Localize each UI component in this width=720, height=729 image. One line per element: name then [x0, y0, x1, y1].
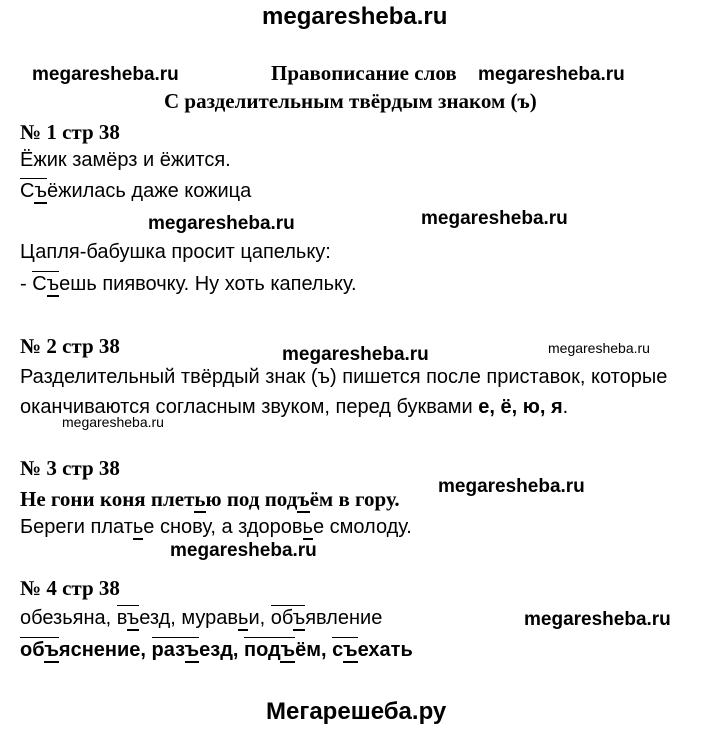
soft-sign: ь [238, 607, 249, 629]
hard-sign: ъ [46, 273, 60, 295]
prefix-mark: разъ [151, 639, 200, 661]
task3-line-2: Береги платье снову, а здоровье смолоду. [20, 516, 412, 538]
task2-line-1: Разделительный твёрдый знак (ъ) пишется после приставок, которые [20, 366, 668, 388]
soft-sign: ь [132, 516, 144, 538]
task4-heading: № 4 стр 38 [20, 576, 120, 600]
soft-sign: ь [302, 516, 313, 538]
hard-sign: ъ [184, 639, 200, 661]
watermark-inline: megaresheba.ru [148, 213, 295, 234]
task4-row-1: обезьяна, въезд, муравьи, объявление [20, 607, 383, 629]
task4-row-2: объяснение, разъезд, подъём, съехать [20, 639, 413, 661]
watermark-inline: megaresheba.ru [170, 540, 317, 561]
title-line-2: С разделительным твёрдым знаком (ъ) [164, 89, 537, 113]
task1-line-4: - Съешь пиявочку. Ну хоть капельку. [20, 273, 357, 295]
soft-sign: ь [194, 487, 206, 511]
task1-line-1: Ёжик замёрз и ёжится. [20, 149, 231, 171]
watermark-inline: megaresheba.ru [478, 64, 625, 85]
watermark-top: megaresheba.ru [262, 3, 448, 30]
prefix-mark: подъ [244, 639, 296, 661]
task2-heading: № 2 стр 38 [20, 334, 120, 358]
hard-sign: ъ [126, 607, 140, 629]
task1-heading: № 1 стр 38 [20, 120, 120, 144]
watermark-inline: megaresheba.ru [524, 609, 671, 630]
prefix-mark: въ [116, 607, 140, 629]
watermark-inline: megaresheba.ru [438, 476, 585, 497]
hard-sign: ъ [34, 180, 47, 202]
prefix-mark: Съ [32, 273, 60, 295]
title-line-1: Правописание слов [271, 61, 457, 85]
watermark-inline: megaresheba.ru [421, 208, 568, 229]
watermark-bottom: Мегарешеба.ру [266, 698, 447, 725]
watermark-inline: megaresheba.ru [282, 344, 429, 365]
prefix-mark: объ [270, 607, 306, 629]
hard-sign: ъ [280, 639, 296, 661]
watermark-inline-small: megaresheba.ru [62, 414, 164, 430]
prefix-mark: Съ [20, 180, 47, 202]
hard-sign: ъ [44, 639, 59, 661]
prefix-mark: объ [20, 639, 59, 661]
prefix-mark: съ [332, 639, 358, 661]
hard-sign: ъ [297, 487, 310, 511]
vowel-letters: е, ё, ю, я [478, 396, 563, 418]
task1-line-3: Цапля-бабушка просит цапельку: [20, 241, 331, 263]
task3-line-1: Не гони коня плетью под подъём в гору. [20, 487, 400, 511]
task2-line-2: оканчиваются согласным звуком, перед буквами е, ё, ю, я. [20, 396, 569, 418]
task3-heading: № 3 стр 38 [20, 456, 120, 480]
watermark-inline-small: megaresheba.ru [548, 340, 650, 356]
hard-sign: ъ [342, 639, 358, 661]
watermark-inline: megaresheba.ru [32, 64, 179, 85]
hard-sign: ъ [292, 607, 306, 629]
task1-line-2: Съёжилась даже кожица [20, 180, 252, 202]
